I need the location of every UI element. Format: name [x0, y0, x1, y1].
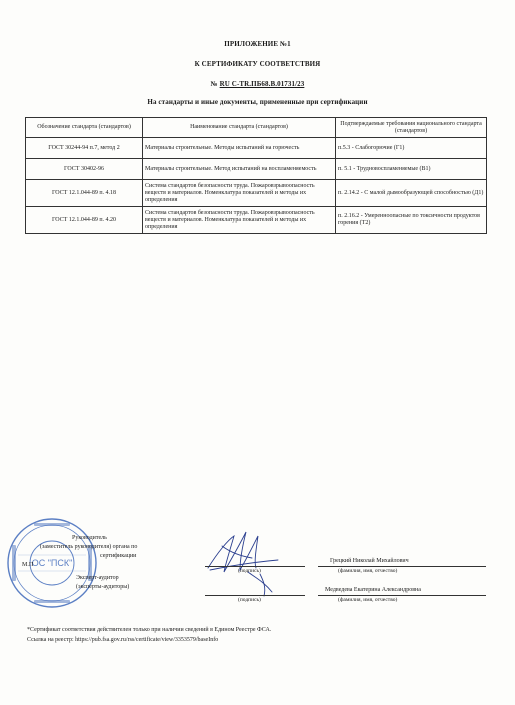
- validity-note: *Сертификат соответствия действителен только при наличии сведений в Едином Реестре ФСА.: [27, 627, 272, 633]
- expert-name-line: [318, 595, 486, 596]
- cell-requirement: п. 2.16.2 - Умеренноопасные по токсичности продуктов горения (Т2): [336, 207, 487, 234]
- column-header-requirement: Подтверждаемые требования национального стандарта (стандартов): [336, 118, 487, 138]
- head-name: Грецкий Николай Михайлович: [330, 558, 409, 564]
- expert-label-line2: (эксперты-аудиторы): [76, 584, 130, 590]
- head-label-line2: (заместитель руководителя) органа по: [40, 544, 138, 550]
- cell-name: Материалы строительные. Методы испытаний на горючесть: [143, 138, 336, 159]
- appendix-subtitle: К СЕРТИФИКАТУ СООТВЕТСТВИЯ: [194, 60, 321, 68]
- cell-requirement: п. 5.1 - Трудновоспламеняемые (В1): [336, 159, 487, 180]
- head-name-caption: (фамилия, имя, отчество): [338, 568, 398, 574]
- registry-link[interactable]: https://pub.fsa.gov.ru/rss/certificate/view/3353579/baseInfo: [75, 637, 219, 643]
- table-row: [26, 207, 487, 234]
- cell-requirement: п.5.3 - Слабогорючие (Г1): [336, 138, 487, 159]
- cell-code: ГОСТ 30244-94 п.7, метод 2: [26, 138, 143, 159]
- cell-code: ГОСТ 12.1.044-89 п. 4.20: [26, 207, 143, 234]
- column-header-code: Обозначение стандарта (стандартов): [26, 118, 143, 138]
- table-row: [26, 159, 487, 180]
- head-signature-caption: (подпись): [238, 568, 261, 574]
- signature-scribble-icon: [200, 522, 290, 602]
- cell-requirement: п. 2.14.2 - С малой дымообразующей способностью (Д1): [336, 180, 487, 207]
- expert-signature-caption: (подпись): [238, 597, 261, 603]
- registry-link-label: Ссылка на реестр:: [27, 637, 74, 643]
- head-label-line3: сертификации: [100, 553, 137, 559]
- expert-name: Медведева Екатерина Александровна: [325, 587, 421, 593]
- table-row: [26, 180, 487, 207]
- cell-code: ГОСТ 30402-96: [26, 159, 143, 180]
- appendix-title: ПРИЛОЖЕНИЕ №1: [224, 40, 291, 48]
- expert-label-line1: Эксперт-аудитор: [76, 575, 119, 581]
- table-header-row: [26, 118, 487, 138]
- cell-name: Система стандартов безопасности труда. Пожаровзрывоопасность веществ и материалов. Номенклатура показателей и методы их определения: [143, 180, 336, 207]
- table-row: [26, 138, 487, 159]
- head-label-line1: Руководитель: [72, 535, 107, 541]
- cell-code: ГОСТ 12.1.044-89 п. 4.18: [26, 180, 143, 207]
- certificate-number: [0, 80, 515, 88]
- number-prefix: №: [210, 80, 218, 88]
- cell-name: Система стандартов безопасности труда. Пожаровзрывоопасность веществ и материалов. Номенклатура показателей и методы их определения: [143, 207, 336, 234]
- head-name-line: [318, 566, 486, 567]
- head-signature-line: [205, 566, 305, 567]
- cell-name: Материалы строительные. Метод испытаний на воспламеняемость: [143, 159, 336, 180]
- column-header-name: Наименование стандарта (стандартов): [143, 118, 336, 138]
- registry-link-line: [27, 637, 218, 644]
- expert-signature-line: [205, 595, 305, 596]
- round-seal-icon: [4, 515, 100, 611]
- standards-table: [25, 117, 487, 234]
- stamp-label: М.П: [22, 562, 34, 568]
- number-value: RU C-TR.ПБ68.В.01731/23: [219, 80, 305, 88]
- standards-heading: На стандарты и иные документы, примененные при сертификации: [147, 98, 368, 106]
- expert-name-caption: (фамилия, имя, отчество): [338, 597, 398, 603]
- stamp-center-text: ОС "ПСК": [31, 558, 73, 568]
